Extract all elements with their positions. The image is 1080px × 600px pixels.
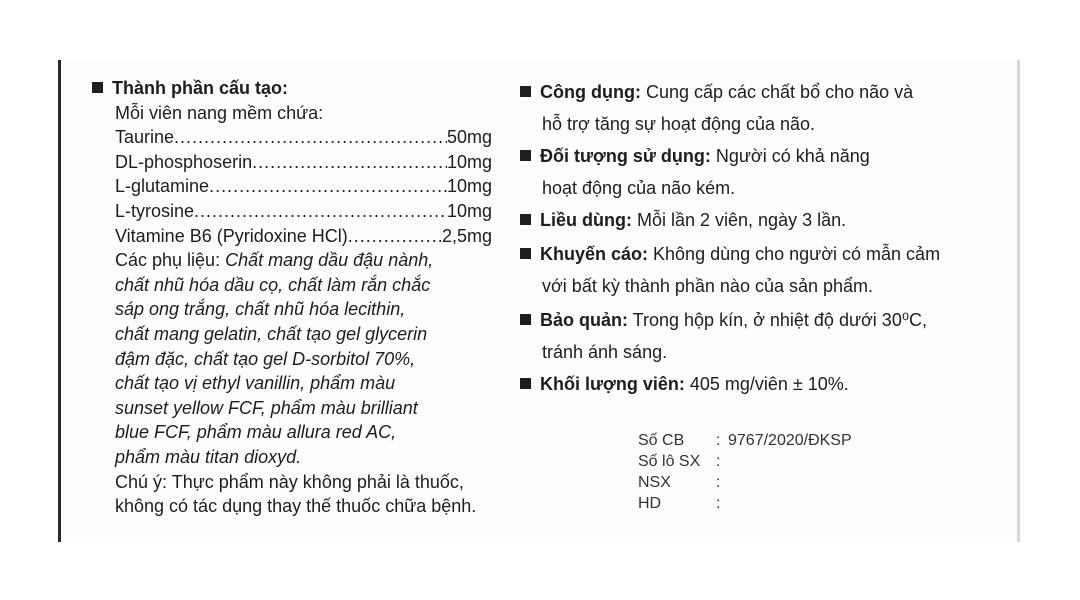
usage-item: Công dụng: Cung cấp các chất bổ cho não và hỗ trợ tăng sự hoạt động của não.: [520, 76, 1000, 140]
meta-row: NSX :: [638, 474, 721, 491]
dosage-item: Liều dùng: Mỗi lần 2 viên, ngày 3 lần.: [520, 204, 1000, 236]
square-bullet-icon: [520, 378, 531, 389]
composition-heading: Thành phần cấu tạo:: [92, 76, 512, 101]
excipients-line: sunset yellow FCF, phẩm màu brilliant: [115, 397, 418, 418]
square-bullet-icon: [520, 248, 531, 259]
ingredient-row: L-glutamine ..... 10mg: [92, 174, 492, 199]
capsule-weight-item: Khối lượng viên: 405 mg/viên ± 10%.: [520, 368, 1000, 400]
excipients-line: chất nhũ hóa dầu cọ, chất làm rắn chắc: [115, 274, 431, 295]
note-line: Chú ý: Thực phẩm này không phải là thuốc,: [115, 471, 464, 492]
square-bullet-icon: [520, 314, 531, 325]
ingredient-row: Vitamine B6 (Pyridoxine HCl) ..... 2,5mg: [92, 224, 492, 249]
ingredient-row: L-tyrosine ..... 10mg: [92, 199, 492, 224]
excipients-line: blue FCF, phẩm màu allura red AC,: [115, 422, 397, 443]
meta-row: Số lô SX :: [638, 453, 721, 470]
registration-info: [638, 430, 852, 514]
note-line: không có tác dụng thay thế thuốc chữa bệnh.: [115, 496, 477, 517]
excipients-line: chất tạo vị ethyl vanillin, phẩm màu: [115, 373, 396, 394]
storage-item: Bảo quản: Trong hộp kín, ở nhiệt độ dưới 30⁰C, tránh ánh sáng.: [520, 304, 1000, 368]
ingredient-row: DL-phosphoserin ..... 10mg: [92, 150, 492, 175]
meta-row: HD :: [638, 495, 721, 512]
excipients-line: đậm đặc, chất tạo gel D-sorbitol 70%,: [115, 348, 416, 369]
square-bullet-icon: [520, 150, 531, 161]
square-bullet-icon: [520, 86, 531, 97]
excipients-line: chất mang gelatin, chất tạo gel glycerin: [115, 323, 428, 344]
composition-intro: Mỗi viên nang mềm chứa:: [115, 102, 324, 123]
composition-section: [92, 76, 512, 519]
ingredient-row: Taurine ..... 50mg: [92, 125, 492, 150]
square-bullet-icon: [520, 214, 531, 225]
excipients-line: phẩm màu titan dioxyd.: [115, 446, 302, 467]
excipients-line: Các phụ liệu: Chất mang dầu đậu nành,: [115, 250, 434, 271]
warning-item: Khuyến cáo: Không dùng cho người có mẫn cảm với bất kỳ thành phần nào của sản phẩm.: [520, 238, 1000, 302]
excipients-line: sáp ong trắng, chất nhũ hóa lecithin,: [115, 299, 406, 320]
square-bullet-icon: [92, 82, 103, 93]
meta-row: Số CB : 9767/2020/ĐKSP: [638, 432, 852, 449]
target-users-item: Đối tượng sử dụng: Người có khả năng hoạt động của não kém.: [520, 140, 1000, 204]
